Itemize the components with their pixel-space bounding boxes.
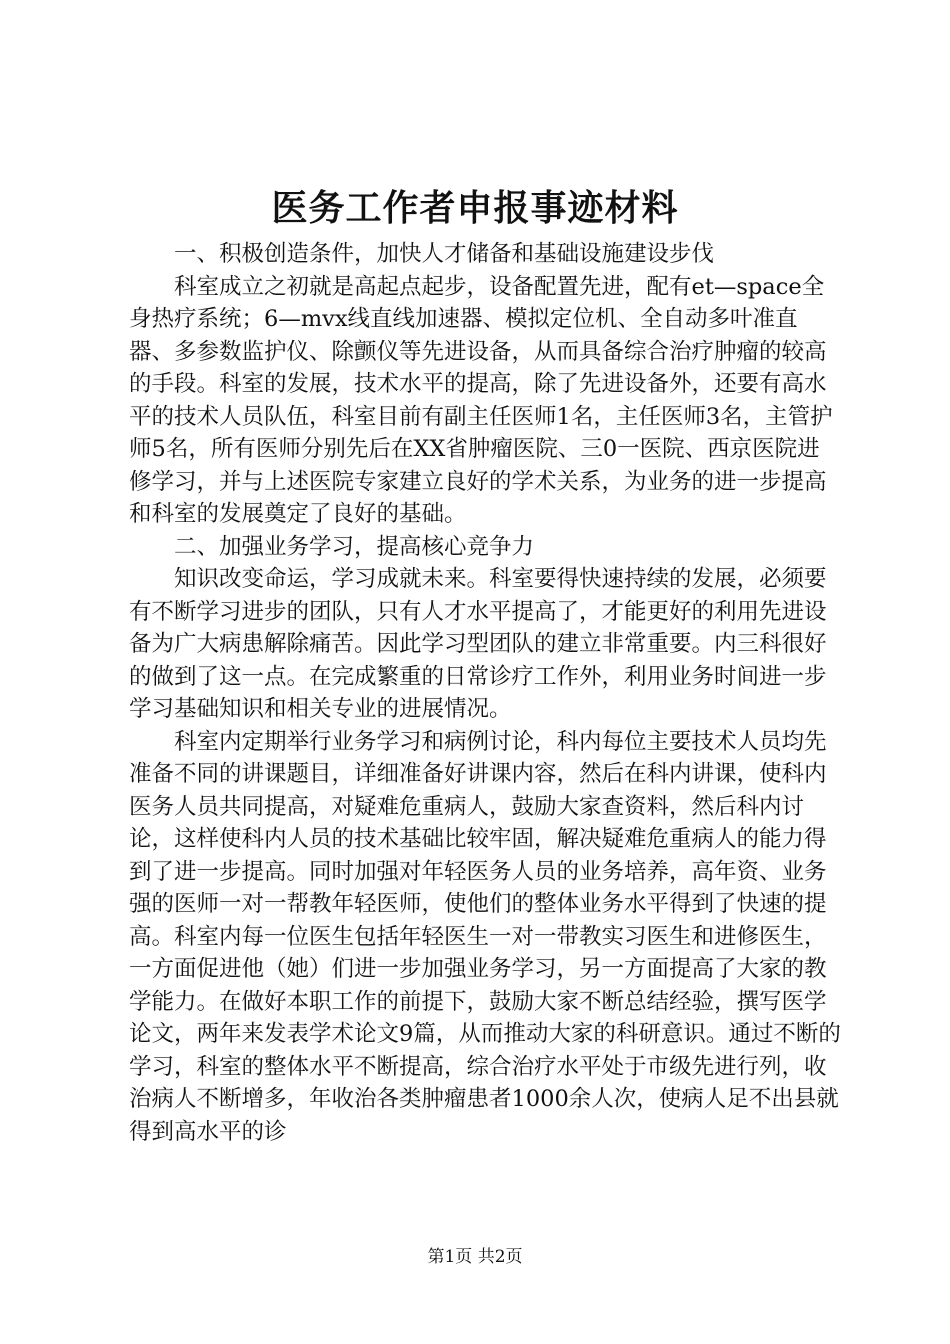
paragraph-3: 科室内定期举行业务学习和病例讨论，科内每位主要技术人员均先准备不同的讲课题目，详细准备好讲课内容，然后在科内讲课，使科内医务人员共同提高，对疑难危重病人，鼓励大家查资料，然后科内讨论，这样使科内人员的技术基础比较牢固，解决疑难危重病人的能力得到了进一步提高。同时加强对年轻医务人员的业务培养，高年资、业务强的医师一对一帮教年轻医师，使他们的整体业务水平得到了快速的提高。科室内每一位医生包括年轻医生一对一带教实习医生和进修医生，一方面促进他（她）们进一步加强业务学习，另一方面提高了大家的教学能力。在做好本职工作的前提下，鼓励大家不断总结经验，撰写医学论文，两年来发表学术论文9篇，从而推动大家的科研意识。通过不断的学习，科室的整体水平不断提高，综合治疗水平处于市级先进行列，收治病人不断增多，年收治各类肿瘤患者1000余人次，使病人足不出县就得到高水平的诊 <box>129 728 841 1145</box>
paragraph-2: 知识改变命运，学习成就未来。科室要得快速持续的发展，必须要有不断学习进步的团队，只有人才水平提高了，才能更好的利用先进设备为广大病患解除痛苦。因此学习型团队的建立非常重要。内三科很好的做到了这一点。在完成繁重的日常诊疗工作外，利用业务时间进一步学习基础知识和相关专业的进展情况。 <box>129 566 827 722</box>
section-heading-1: 一、积极创造条件，加快人才储备和基础设施建设步伐 <box>174 241 715 267</box>
document-title: 医务工作者申报事迹材料 <box>271 187 679 229</box>
document-body <box>129 238 841 1148</box>
page-number-footer: 第1页 共2页 <box>427 1247 523 1267</box>
paragraph-1: 科室成立之初就是高起点起步，设备配置先进，配有et—space全身热疗系统；6—mvx线直线加速器、模拟定位机、全自动多叶准直器、多参数监护仪、除颤仪等先进设备，从而具备综合治疗肿瘤的较高的手段。科室的发展，技术水平的提高，除了先进设备外，还要有高水平的技术人员队伍，科室目前有副主任医师1名，主任医师3名，主管护师5名，所有医师分别先后在XX省肿瘤医院、三0一医院、西京医院进修学习，并与上述医院专家建立良好的学术关系，为业务的进一步提高和科室的发展奠定了良好的基础。 <box>129 273 833 527</box>
section-heading-2: 二、加强业务学习，提高核心竞争力 <box>174 533 535 560</box>
